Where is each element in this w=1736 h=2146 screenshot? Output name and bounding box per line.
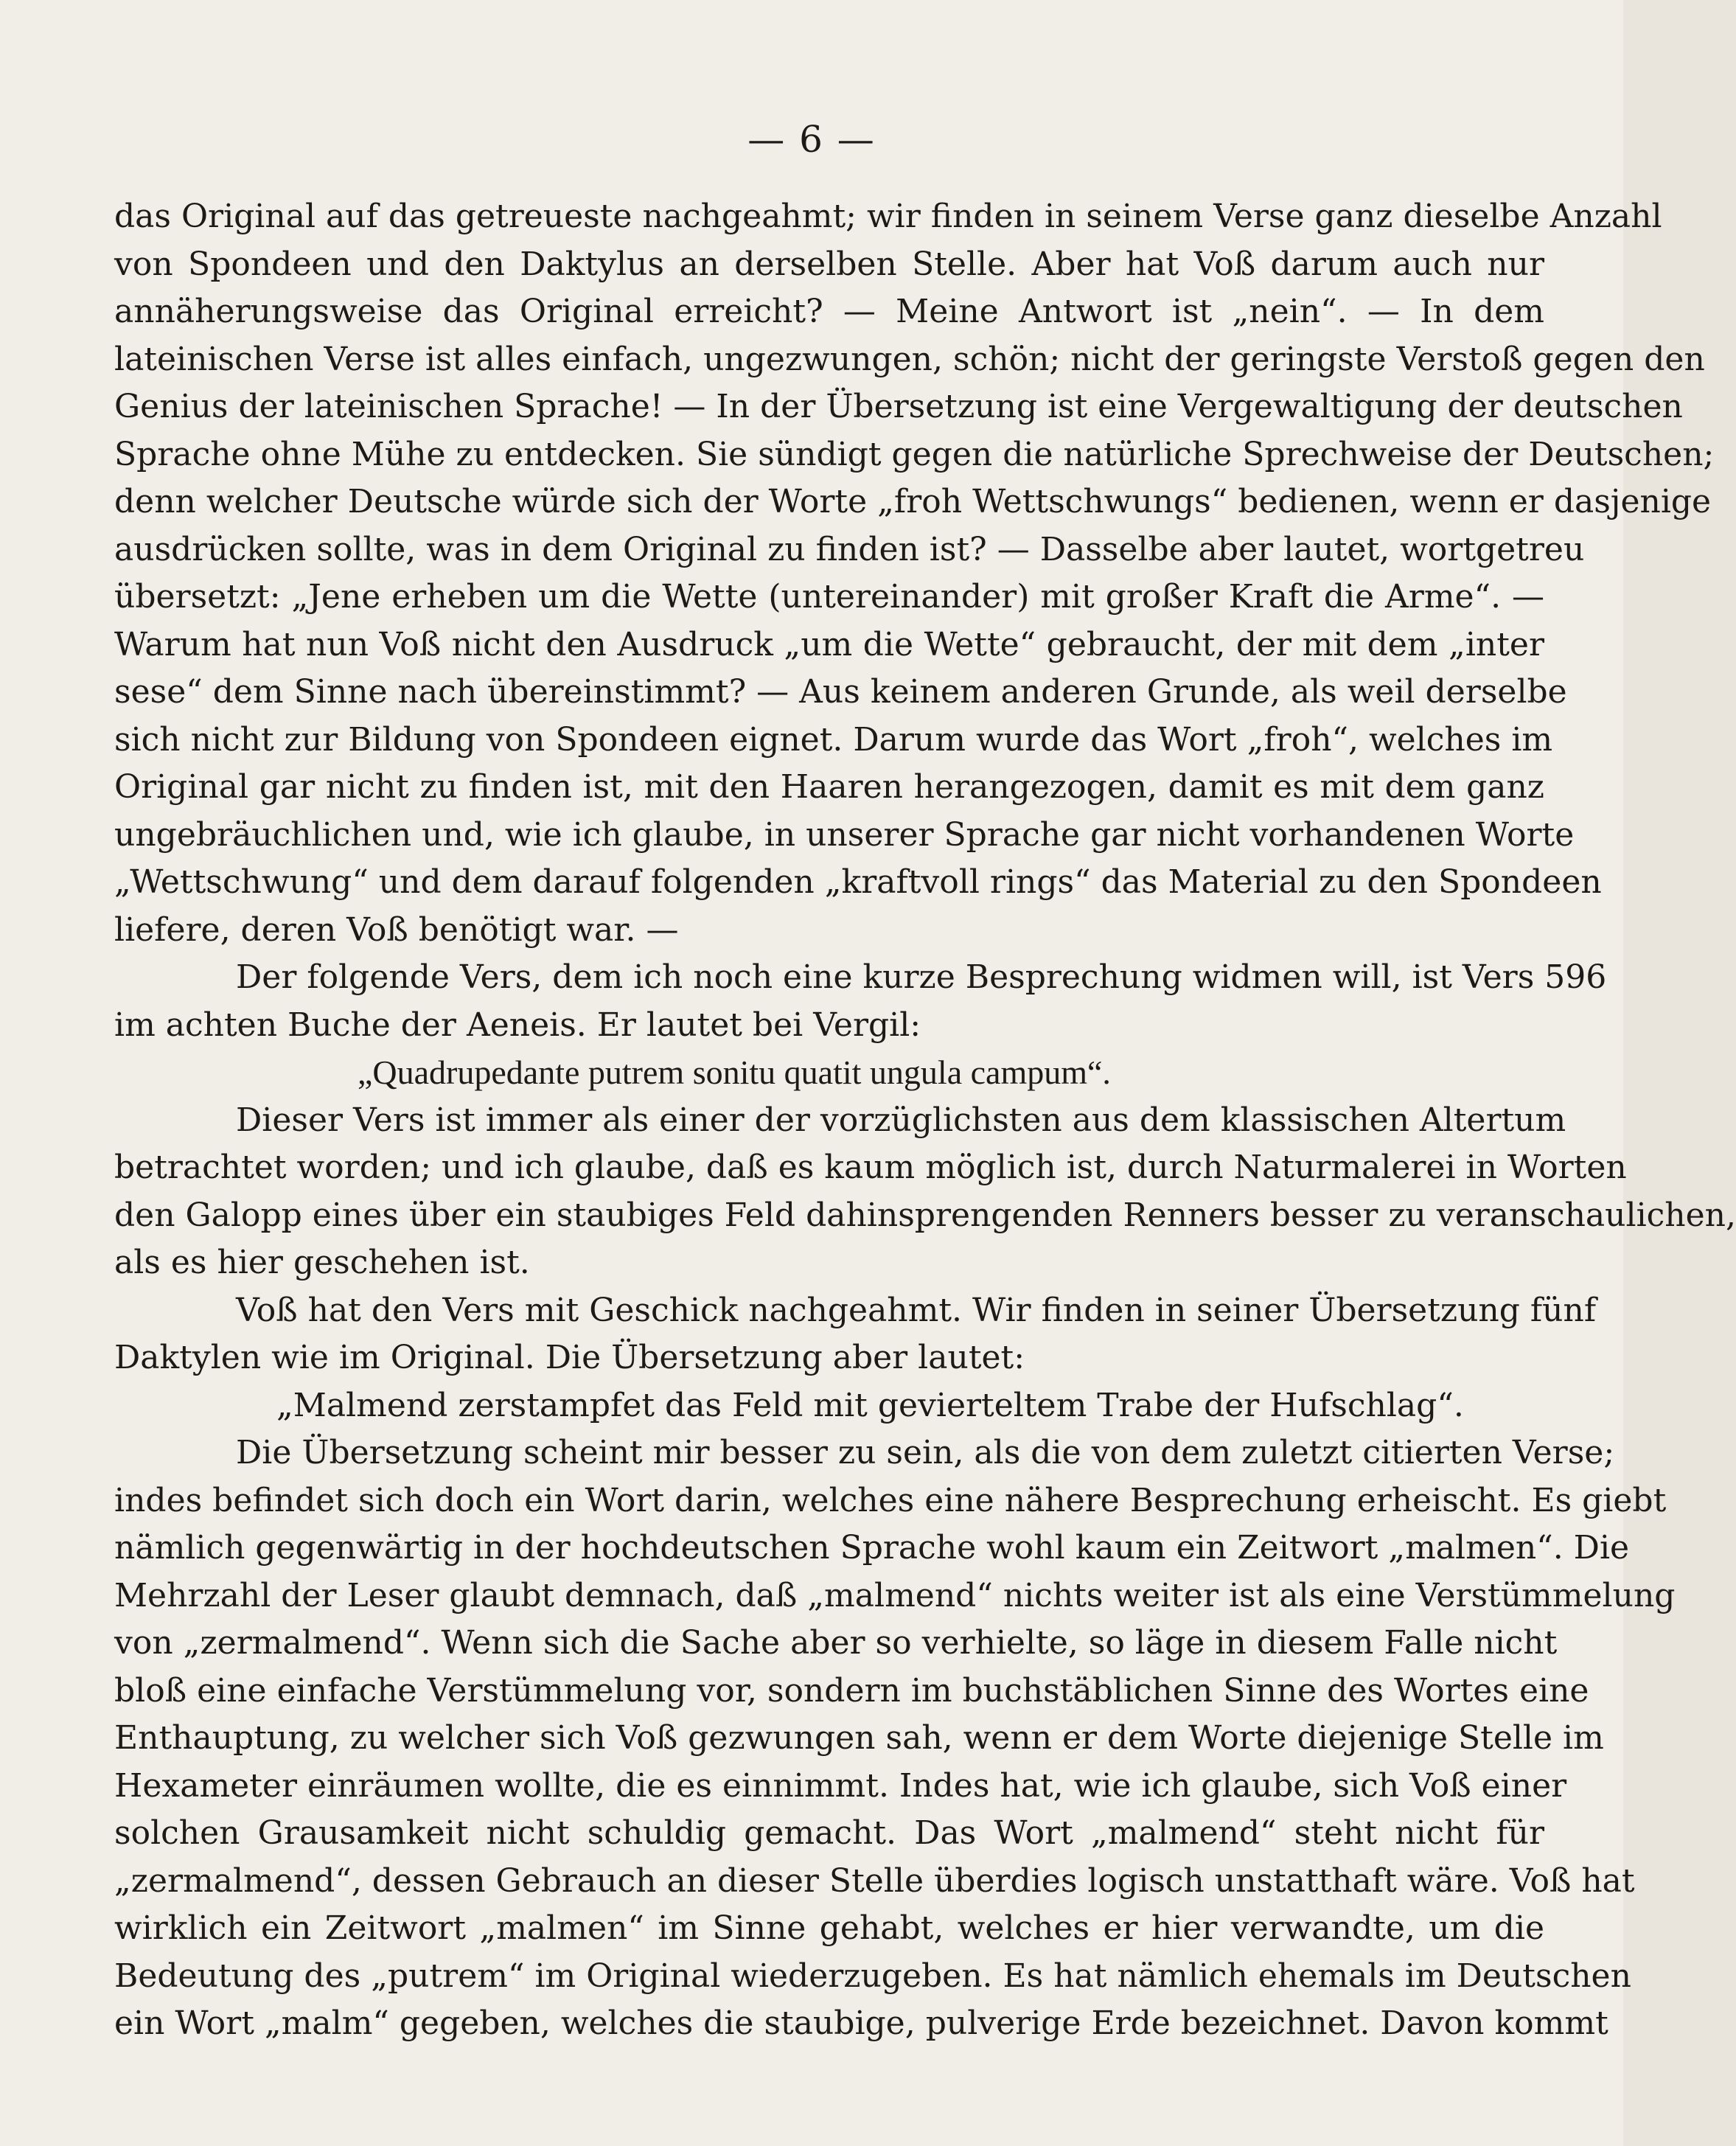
text-line: von Spondeen und den Daktylus an derselben Stelle. Aber hat Voß darum auch nur	[114, 245, 1544, 283]
text-line: denn welcher Deutsche würde sich der Worte „froh Wettschwungs“ bedienen, wenn er dasjenige	[114, 483, 1712, 520]
text-line: Sprache ohne Mühe zu entdecken. Sie sündigt gegen die natürliche Sprechweise der Deutschen;	[114, 435, 1715, 473]
text-line: Bedeutung des „putrem“ im Original wiederzugeben. Es hat nämlich ehemals im Deutschen	[114, 1957, 1631, 1995]
text-line: Daktylen wie im Original. Die Übersetzung aber lautet:	[114, 1339, 1025, 1376]
paragraph-start: Dieser Vers ist immer als einer der vorzüglichsten aus dem klassischen Altertum	[236, 1101, 1566, 1139]
text-line: ungebräuchlichen und, wie ich glaube, in unserer Sprache gar nicht vorhandenen Worte	[114, 815, 1575, 854]
text-line: Enthauptung, zu welcher sich Voß gezwungen sah, wenn er dem Worte diejenige Stelle im	[114, 1719, 1604, 1757]
text-line: bloß eine einfache Verstümmelung vor, sondern im buchstäblichen Sinne des Wortes eine	[114, 1671, 1589, 1710]
page-text	[114, 193, 1736, 2048]
text-line: als es hier geschehen ist.	[114, 1244, 530, 1281]
paragraph-start: Die Übersetzung scheint mir besser zu sein, als die von dem zuletzt citierten Verse;	[236, 1434, 1615, 1471]
german-quote: „Malmend zerstampfet das Feld mit gevierteltem Trabe der Hufschlag“.	[276, 1386, 1464, 1424]
text-line: „zermalmend“, dessen Gebrauch an dieser Stelle überdies logisch unstatthaft wäre. Voß hat	[114, 1861, 1635, 1900]
text-line: übersetzt: „Jene erheben um die Wette (untereinander) mit großer Kraft die Arme“. —	[114, 578, 1544, 616]
text-line: indes befindet sich doch ein Wort darin, welches eine nähere Besprechung erheischt. Es giebt	[114, 1481, 1667, 1519]
text-line: wirklich ein Zeitwort „malmen“ im Sinne gehabt, welches er hier verwandte, um die	[114, 1909, 1544, 1947]
page-number: — 6 —	[747, 118, 876, 161]
text-line: Hexameter einräumen wollte, die es einnimmt. Indes hat, wie ich glaube, sich Voß einer	[114, 1766, 1567, 1805]
text-line: Mehrzahl der Leser glaubt demnach, daß „malmend“ nichts weiter ist als eine Verstümmelung	[114, 1576, 1676, 1614]
text-line: ausdrücken sollte, was in dem Original zu finden ist? — Dasselbe aber lautet, wortgetreu	[114, 530, 1585, 568]
text-line: Genius der lateinischen Sprache! — In der Übersetzung ist eine Vergewaltigung der deutschen	[114, 388, 1683, 425]
text-line: „Wettschwung“ und dem darauf folgenden „kraftvoll rings“ das Material zu den Spondeen	[114, 863, 1602, 901]
text-line: liefere, deren Voß benötigt war. —	[114, 910, 679, 949]
text-line: sese“ dem Sinne nach übereinstimmt? — Aus keinem anderen Grunde, als weil derselbe	[114, 673, 1567, 711]
text-line: von „zermalmend“. Wenn sich die Sache aber so verhielte, so läge in diesem Falle nicht	[114, 1624, 1558, 1662]
text-line: annäherungsweise das Original erreicht? — Meine Antwort ist „nein“. — In dem	[114, 293, 1544, 330]
text-line: das Original auf das getreueste nachgeahmt; wir finden in seinem Verse ganz dieselbe Anzahl	[114, 198, 1662, 235]
text-line: den Galopp eines über ein staubiges Feld dahinsprengenden Renners besser zu veranschaulichen,	[114, 1196, 1736, 1234]
paragraph-start: Der folgende Vers, dem ich noch eine kurze Besprechung widmen will, ist Vers 596	[236, 958, 1607, 996]
paragraph-start: Voß hat den Vers mit Geschick nachgeahmt. Wir finden in seiner Übersetzung fünf	[236, 1291, 1597, 1329]
text-line: Original gar nicht zu finden ist, mit den Haaren herangezogen, damit es mit dem ganz	[114, 768, 1544, 806]
text-line: im achten Buche der Aeneis. Er lautet bei Vergil:	[114, 1006, 921, 1044]
text-line: ein Wort „malm“ gegeben, welches die staubige, pulverige Erde bezeichnet. Davon kommt	[114, 2004, 1608, 2042]
text-line: betrachtet worden; und ich glaube, daß es kaum möglich ist, durch Naturmalerei in Worten	[114, 1149, 1627, 1186]
text-line: lateinischen Verse ist alles einfach, ungezwungen, schön; nicht der geringste Verstoß gegen den	[114, 340, 1705, 378]
latin-quote: „Quadrupedante putrem sonitu quatit ungula campum“.	[358, 1053, 1111, 1091]
text-line: Warum hat nun Voß nicht den Ausdruck „um die Wette“ gebraucht, der mit dem „inter	[114, 625, 1544, 663]
text-line: sich nicht zur Bildung von Spondeen eignet. Darum wurde das Wort „froh“, welches im	[114, 720, 1553, 759]
text-line: solchen Grausamkeit nicht schuldig gemacht. Das Wort „malmend“ steht nicht für	[114, 1814, 1544, 1852]
text-line: nämlich gegenwärtig in der hochdeutschen Sprache wohl kaum ein Zeitwort „malmen“. Die	[114, 1529, 1630, 1567]
